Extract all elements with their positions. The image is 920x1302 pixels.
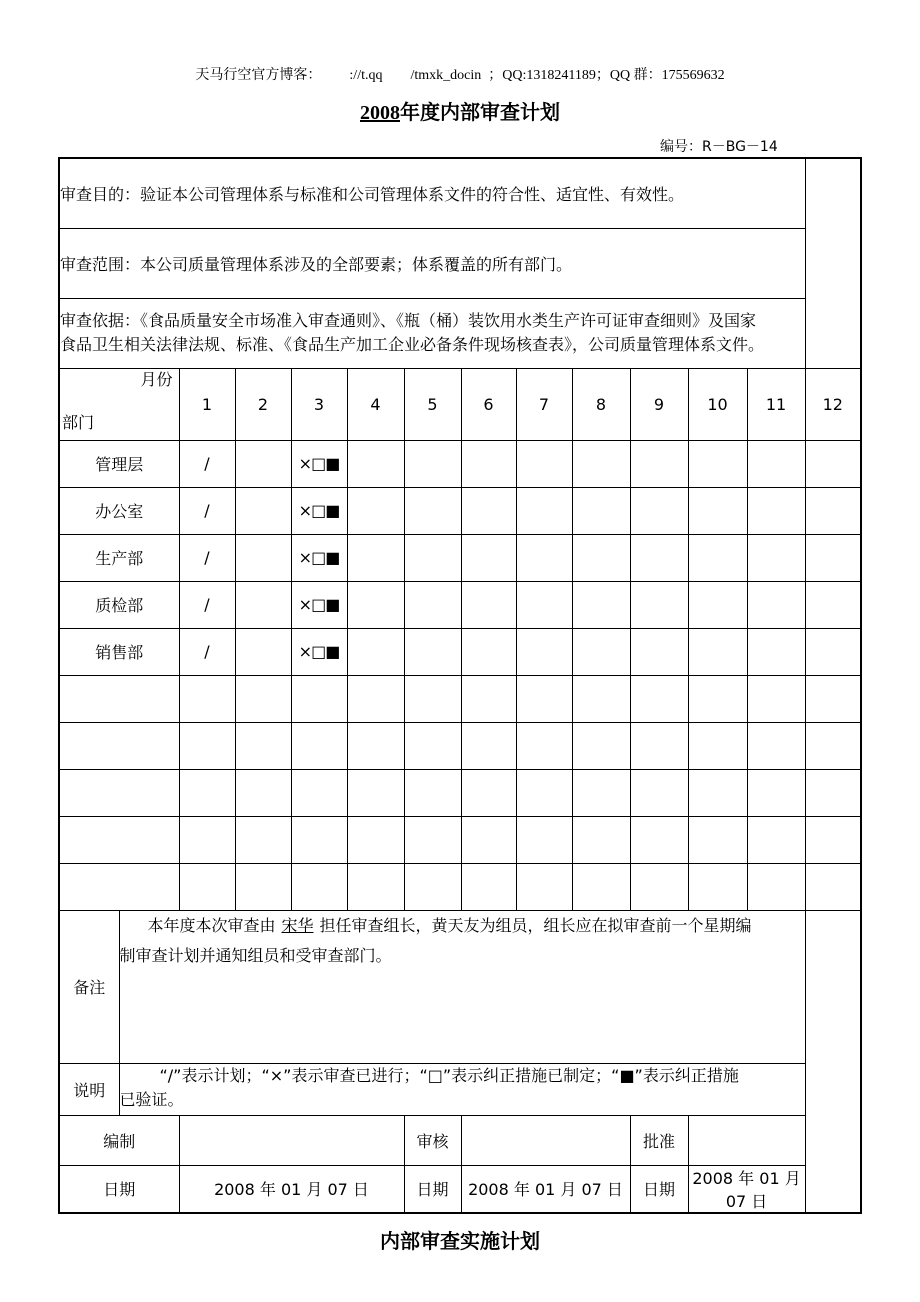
dept-name: 质检部 — [59, 581, 179, 628]
next-section-title: 内部审查实施计划 — [380, 1229, 540, 1253]
remarks-text-before: 本年度本次审查由 — [147, 915, 276, 935]
month-header: 11 — [747, 368, 805, 440]
legend-content — [119, 1063, 805, 1115]
table-row — [59, 628, 861, 675]
title-year: 2008 — [360, 102, 400, 124]
approved-date: 2008 年 01 月 07 日 — [688, 1165, 805, 1213]
month-header: 1 — [179, 368, 235, 440]
legend-line2: 已验证。 — [119, 1089, 184, 1109]
audit-basis-line2: 食品卫生相关法律法规、标准、《食品生产加工企业必备条件现场核查表》，公司质量管理体系文件。 — [60, 335, 765, 354]
prepared-date: 2008 年 01 月 07 日 — [179, 1165, 404, 1213]
audit-basis-line1: 审查依据：《食品质量安全市场准入审查通则》、《瓶（桶）装饮用水类生产许可证审查细则》及国家 — [60, 311, 757, 330]
month-3-mark: ×□■ — [291, 487, 347, 534]
month-header: 8 — [572, 368, 630, 440]
empty-row — [59, 675, 861, 722]
audit-purpose: 审查目的：验证本公司管理体系与标准和公司管理体系文件的符合性、适宜性、有效性。 — [59, 158, 805, 228]
prepared-label-cell — [59, 1115, 179, 1165]
month-1-mark: / — [179, 581, 235, 628]
month-3-mark: ×□■ — [291, 440, 347, 487]
title-text: 年度内部审查计划 — [400, 100, 560, 124]
month-1-mark: / — [179, 534, 235, 581]
remarks-line2: 制审查计划并通知组员和受审查部门。 — [119, 945, 392, 965]
dept-name: 管理层 — [59, 440, 179, 487]
empty-row — [59, 863, 861, 910]
month-3-mark: ×□■ — [291, 628, 347, 675]
audit-scope: 审查范围：本公司质量管理体系涉及的全部要素；体系覆盖的所有部门。 — [59, 228, 805, 298]
corner-dept-label: 部门 — [62, 413, 95, 432]
prepared-label: 编制 — [103, 1131, 136, 1151]
grid-corner-cell — [59, 368, 179, 440]
document-number: 编号：R－BG－14 — [660, 139, 778, 155]
prepared-date-label: 日期 — [59, 1165, 179, 1213]
empty-row — [59, 769, 861, 816]
legend-line1: “/”表示计划；“×”表示审查已进行；“□”表示纠正措施已制定；“■”表示纠正措施 — [159, 1065, 739, 1085]
prepared-signature-cell — [179, 1115, 404, 1165]
month-header: 9 — [630, 368, 688, 440]
approved-signature-cell — [688, 1115, 805, 1165]
dept-name: 生产部 — [59, 534, 179, 581]
month-3-mark: ×□■ — [291, 581, 347, 628]
month-header: 2 — [235, 368, 291, 440]
month-header: 3 — [291, 368, 347, 440]
reviewed-label: 审核 — [404, 1115, 461, 1165]
empty-row — [59, 816, 861, 863]
audit-basis — [59, 298, 805, 368]
month-3-mark: ×□■ — [291, 534, 347, 581]
audit-leader-name: 宋华 — [281, 915, 314, 935]
month-header: 12 — [805, 368, 861, 440]
table-row — [59, 440, 861, 487]
month-1-mark: / — [179, 628, 235, 675]
month-1-mark: / — [179, 440, 235, 487]
reviewed-signature-cell — [461, 1115, 630, 1165]
corner-month-label: 月份 — [140, 370, 173, 389]
dept-name: 办公室 — [59, 487, 179, 534]
table-row — [59, 581, 861, 628]
month-header: 6 — [461, 368, 516, 440]
reviewed-date: 2008 年 01 月 07 日 — [461, 1165, 630, 1213]
empty-row — [59, 722, 861, 769]
remarks-content — [119, 910, 805, 1063]
remarks-label: 备注 — [59, 910, 119, 1063]
month-1-mark: / — [179, 487, 235, 534]
approved-label: 批准 — [630, 1115, 688, 1165]
month-header: 5 — [404, 368, 461, 440]
audit-plan-table — [58, 157, 862, 1214]
table-row — [59, 487, 861, 534]
legend-label: 说明 — [59, 1063, 119, 1115]
table-row — [59, 534, 861, 581]
page-title — [0, 96, 920, 125]
month-header: 10 — [688, 368, 747, 440]
approved-date-label: 日期 — [630, 1165, 688, 1213]
month-header: 7 — [516, 368, 572, 440]
remarks-text-after: 担任审查组长，黄天友为组员，组长应在拟审查前一个星期编 — [319, 915, 752, 935]
blog-header: 天马行空官方博客： ://t.qq /tmxk_docin ；QQ:1318241189；QQ 群：175569632 — [195, 68, 725, 83]
dept-name: 销售部 — [59, 628, 179, 675]
month-header: 4 — [347, 368, 404, 440]
reviewed-date-label: 日期 — [404, 1165, 461, 1213]
